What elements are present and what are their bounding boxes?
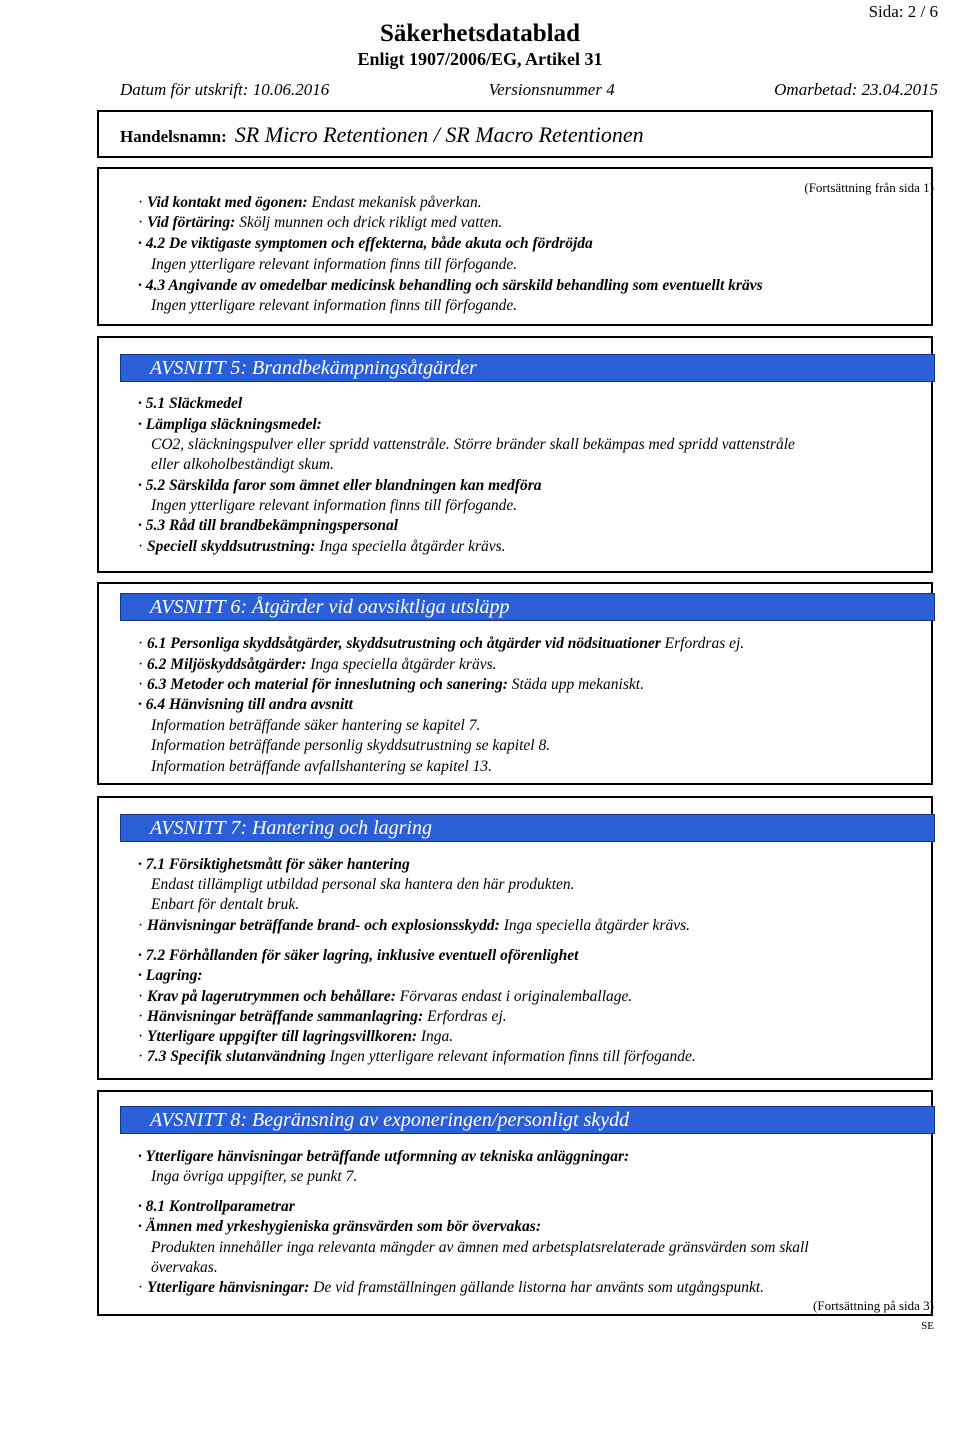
section-7-1-title: · 7.1 Försiktighetsmått för säker hantering bbox=[138, 856, 410, 873]
section-6-3: · 6.3 Metoder och material för inneslutning och sanering: Städa upp mekaniskt. bbox=[138, 676, 644, 693]
section-6-heading: AVSNITT 6: Åtgärder vid oavsiktliga utsläpp bbox=[120, 593, 935, 621]
section-7-heading: AVSNITT 7: Hantering och lagring bbox=[120, 814, 935, 842]
media-label: · Lämpliga släckningsmedel: bbox=[138, 416, 322, 433]
section-6-1: · 6.1 Personliga skyddsåtgärder, skyddsutrustning och åtgärder vid nödsituationer Erfordras ej. bbox=[138, 635, 745, 652]
eye-contact: · Vid kontakt med ögonen: Endast mekanisk påverkan. bbox=[138, 194, 482, 211]
technical-text: Inga övriga uppgifter, se punkt 7. bbox=[151, 1168, 358, 1185]
product-name: SR Micro Retentionen / SR Macro Retentionen bbox=[234, 122, 644, 147]
protective-equipment: · Speciell skyddsutrustning: Inga speciella åtgärder krävs. bbox=[138, 538, 506, 555]
trade-name bbox=[120, 122, 644, 148]
page-number: Sida: 2 / 6 bbox=[868, 2, 938, 21]
section-7-3: · 7.3 Specifik slutanvändning Ingen ytterligare relevant information finns till förfogande. bbox=[138, 1048, 696, 1065]
document-meta bbox=[120, 80, 938, 100]
section-5-2-text: Ingen ytterligare relevant information finns till förfogande. bbox=[151, 497, 518, 514]
section-8-heading: AVSNITT 8: Begränsning av exponeringen/personligt skydd bbox=[120, 1106, 935, 1134]
section-8-1-title: · 8.1 Kontrollparametrar bbox=[138, 1198, 295, 1215]
language-code: SE bbox=[921, 1320, 934, 1332]
version-number: Versionsnummer 4 bbox=[488, 80, 615, 99]
section-6-2: · 6.2 Miljöskyddsåtgärder: Inga speciella åtgärder krävs. bbox=[138, 656, 497, 673]
section-5-heading: AVSNITT 5: Brandbekämpningsåtgärder bbox=[120, 354, 935, 382]
section-5-1-title: · 5.1 Släckmedel bbox=[138, 395, 243, 412]
revision-date: Omarbetad: 23.04.2015 bbox=[774, 80, 938, 99]
section-5-2-title: · 5.2 Särskilda faror som ämnet eller blandningen kan medföra bbox=[138, 477, 542, 494]
joint-storage: · Hänvisningar beträffande sammanlagring: Erfordras ej. bbox=[138, 1008, 507, 1025]
substances-line-2: övervakas. bbox=[151, 1259, 218, 1276]
technical-label: · Ytterligare hänvisningar beträffande utformning av tekniska anläggningar: bbox=[138, 1148, 630, 1165]
section-4-3-title: · 4.3 Angivande av omedelbar medicinsk behandling och särskild behandling som eventuellt krävs bbox=[138, 277, 763, 294]
storage-conditions: · Ytterligare uppgifter till lagringsvillkoren: Inga. bbox=[138, 1028, 454, 1045]
substances-label: · Ämnen med yrkeshygieniska gränsvärden som bör övervakas: bbox=[138, 1218, 541, 1235]
storage-label: · Lagring: bbox=[138, 967, 203, 984]
section-4-2-title: · 4.2 De viktigaste symptomen och effekterna, både akuta och fördröjda bbox=[138, 235, 593, 252]
section-4-3-text: Ingen ytterligare relevant information finns till förfogande. bbox=[151, 297, 518, 314]
continued-on: (Fortsättning på sida 3) bbox=[813, 1298, 934, 1313]
continued-from: (Fortsättning från sida 1) bbox=[804, 180, 934, 195]
section-7-2-title: · 7.2 Förhållanden för säker lagring, inklusive eventuell oförenlighet bbox=[138, 947, 579, 964]
section-7-1-line-2: Enbart för dentalt bruk. bbox=[151, 896, 300, 913]
section-7-1-line-1: Endast tillämpligt utbildad personal ska hantera den här produkten. bbox=[151, 876, 575, 893]
substances-line-1: Produkten innehåller inga relevanta mängder av ämnen med arbetsplatsrelaterade gränsvärden som skall bbox=[151, 1239, 809, 1256]
storage-requirements: · Krav på lagerutrymmen och behållare: Förvaras endast i originalemballage. bbox=[138, 988, 633, 1005]
section-6-4-line-3: Information beträffande avfallshantering se kapitel 13. bbox=[151, 758, 492, 775]
trade-name-label: Handelsnamn: bbox=[120, 127, 227, 146]
media-text-2: eller alkoholbeständigt skum. bbox=[151, 456, 334, 473]
ingestion: · Vid förtäring: Skölj munnen och drick rikligt med vatten. bbox=[138, 214, 503, 231]
print-date: Datum för utskrift: 10.06.2016 bbox=[120, 80, 330, 99]
section-5-3-title: · 5.3 Råd till brandbekämpningspersonal bbox=[138, 517, 399, 534]
section-6-4-line-2: Information beträffande personlig skyddsutrustning se kapitel 8. bbox=[151, 737, 551, 754]
media-text-1: CO2, släckningspulver eller spridd vattenstråle. Större bränder skall bekämpas med spridd vattenstråle bbox=[151, 436, 795, 453]
additional-references: · Ytterligare hänvisningar: De vid framställningen gällande listorna har använts som utgångspunkt. bbox=[138, 1279, 765, 1296]
section-6-4-title: · 6.4 Hänvisning till andra avsnitt bbox=[138, 696, 353, 713]
document-title: Säkerhetsdatablad bbox=[379, 20, 581, 47]
section-4-2-text: Ingen ytterligare relevant information finns till förfogande. bbox=[151, 256, 518, 273]
document-subtitle: Enligt 1907/2006/EG, Artikel 31 bbox=[357, 49, 603, 69]
section-6-4-line-1: Information beträffande säker hantering se kapitel 7. bbox=[151, 717, 481, 734]
fire-explosion: · Hänvisningar beträffande brand- och explosionsskydd: Inga speciella åtgärder krävs. bbox=[138, 917, 690, 934]
